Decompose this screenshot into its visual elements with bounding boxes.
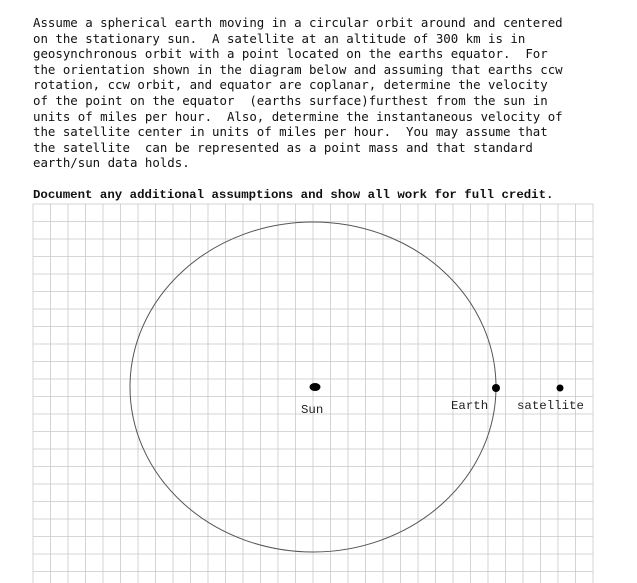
problem-line: on the stationary sun. A satellite at an altitude of 300 km is in — [33, 30, 526, 46]
problem-line: the satellite can be represented as a point mass and that standard — [33, 139, 533, 155]
problem-line: rotation, ccw orbit, and equator are coplanar, determine the velocity — [33, 77, 548, 93]
earth-dot — [492, 384, 500, 392]
problem-line: Assume a spherical earth moving in a circular orbit around and centered — [33, 15, 563, 30]
sun-dot — [310, 383, 321, 391]
earth-label: Earth — [451, 399, 489, 413]
satellite-dot — [557, 385, 564, 392]
instruction-text: Document any additional assumptions and show all work for full credit. — [33, 188, 554, 202]
sun-label: Sun — [301, 403, 324, 417]
problem-line: the orientation shown in the diagram below and assuming that earths ccw — [33, 61, 563, 77]
problem-line: geosynchronous orbit with a point located on the earths equator. For — [33, 46, 548, 62]
satellite-label: satellite — [517, 399, 584, 413]
problem-line: units of miles per hour. Also, determine the instantaneous velocity of — [33, 108, 563, 124]
problem-line: the satellite center in units of miles per hour. You may assume that — [33, 124, 548, 140]
problem-line: earth/sun data holds. — [33, 155, 190, 171]
grid-paper — [33, 204, 593, 583]
problem-line: of the point on the equator (earths surface)furthest from the sun in — [33, 92, 548, 108]
